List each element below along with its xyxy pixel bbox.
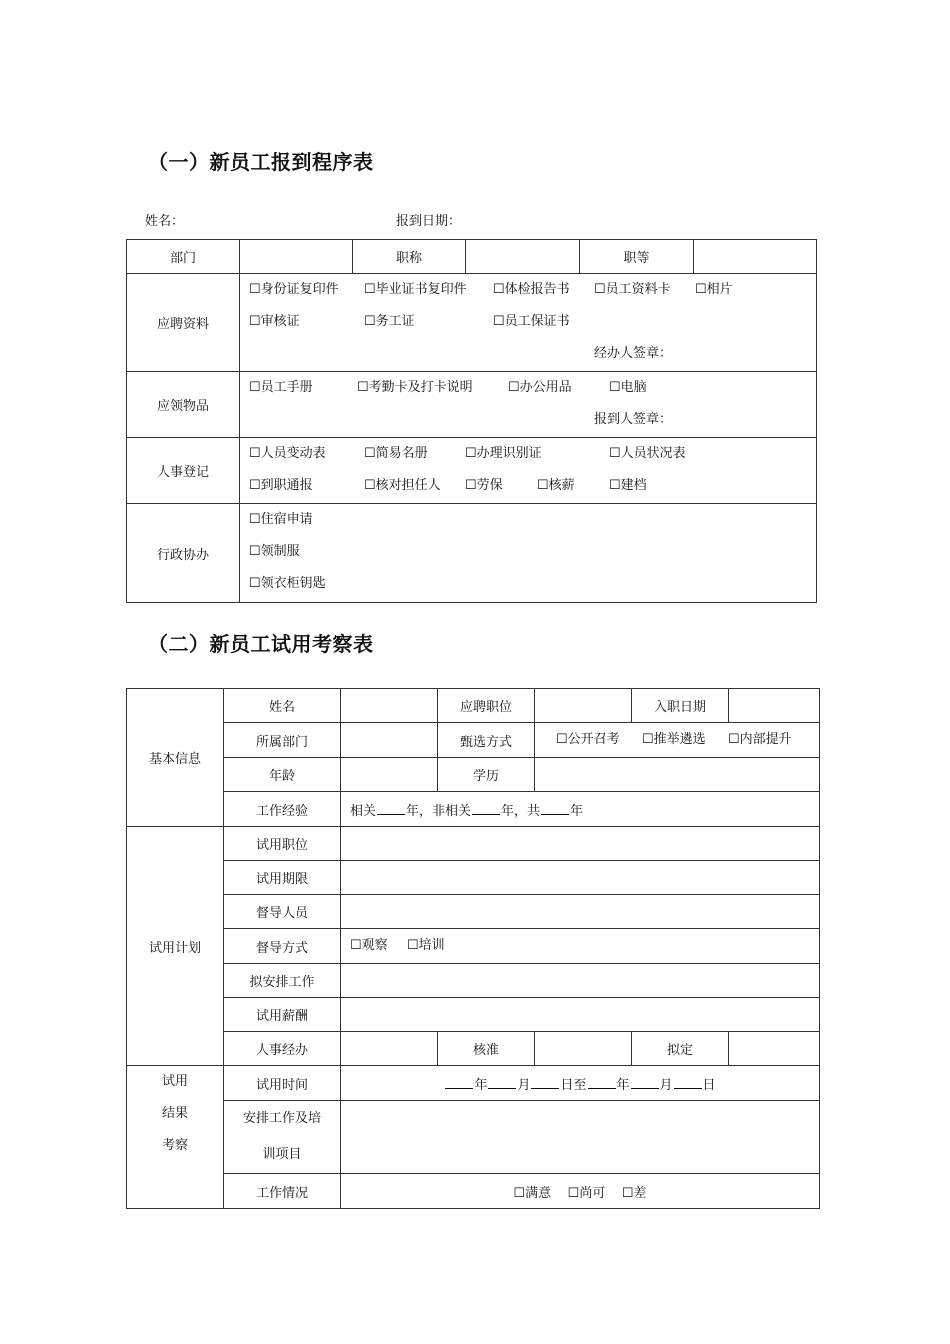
planned-work-header: 拟安排工作 [224,964,341,998]
position-header: 应聘职位 [438,689,535,723]
approve-header: 核准 [438,1032,535,1066]
trial-position-header: 试用职位 [224,827,341,861]
trial-period-value[interactable] [341,861,820,895]
plan-group-label: 试用计划 [127,827,224,1066]
checkbox-observe[interactable]: ☐观察 [350,938,388,953]
materials-line-2 [240,306,816,338]
name-value[interactable] [341,689,438,723]
materials-line-3 [240,338,816,370]
unit-day-to: 日至 [560,1077,587,1093]
result-group-label [127,1066,224,1209]
checkbox-filing[interactable]: ☐建档 [609,478,647,493]
admin-line-3 [240,568,816,600]
planned-work-value[interactable] [341,964,820,998]
checkbox-poor[interactable]: ☐差 [621,1185,647,1201]
supervise-method-options [341,929,820,964]
exp-year-label: 年 [570,803,584,819]
probation-table [126,688,820,1209]
start-month-blank[interactable] [488,1074,516,1089]
unit-month-2: 月 [659,1077,673,1093]
unit-day-2: 日 [702,1077,716,1093]
checkbox-status-form[interactable]: ☐人员状况表 [609,446,686,461]
trial-salary-header: 试用薪酬 [224,998,341,1032]
training-header-line-1: 安排工作及培 [242,1111,321,1126]
section1-title: （一）新员工报到程序表 [148,150,374,174]
age-value[interactable] [341,758,438,792]
draft-header: 拟定 [632,1032,729,1066]
checkbox-housing[interactable]: ☐住宿申请 [249,512,313,527]
report-date-label: 报到日期： [396,214,462,229]
dept-header: 部门 [127,240,240,274]
exp-nonrelated-blank[interactable] [472,800,500,815]
training-header [224,1101,341,1174]
start-year-blank[interactable] [445,1074,473,1089]
checkbox-id-badge[interactable]: ☐办理识别证 [465,446,542,461]
performance-options [341,1174,820,1209]
checkbox-work-permit[interactable]: ☐务工证 [364,314,415,329]
exp-nonrelated-label: 年，非相关 [406,803,472,819]
unit-month-1: 月 [517,1077,531,1093]
materials-cell [240,274,817,372]
handler-sign-label: 经办人签章： [594,346,673,361]
checkbox-training[interactable]: ☐培训 [407,938,445,953]
reporter-sign-label: 报到人签章： [594,412,673,427]
goods-cell [240,372,817,438]
join-date-header: 入职日期 [632,689,729,723]
trial-salary-value[interactable] [341,998,820,1032]
checkbox-arrival-notice[interactable]: ☐到职通报 [249,478,313,493]
checkbox-satisfied[interactable]: ☐满意 [513,1185,552,1201]
approve-value[interactable] [535,1032,632,1066]
checkbox-roster[interactable]: ☐简易名册 [364,446,428,461]
checkbox-verify-person[interactable]: ☐核对担任人 [364,478,441,493]
trial-position-value[interactable] [341,827,820,861]
education-header: 学历 [438,758,535,792]
title-header: 职称 [353,240,466,274]
checkbox-computer[interactable]: ☐电脑 [609,380,647,395]
checkbox-handbook[interactable]: ☐员工手册 [249,380,313,395]
admin-line-1 [240,504,816,536]
trial-period-header: 试用期限 [224,861,341,895]
basic-group-label: 基本信息 [127,689,224,827]
checkbox-labor-insurance[interactable]: ☐劳保 [465,478,503,493]
title-value[interactable] [466,240,580,274]
admin-label: 行政协办 [127,504,240,603]
checkbox-locker-key[interactable]: ☐领衣柜钥匙 [249,576,326,591]
grade-header: 职等 [580,240,694,274]
name-label: 姓名： [145,214,185,229]
result-group-line-2: 结果 [161,1106,188,1121]
materials-line-1 [240,274,816,306]
checkbox-id-copy[interactable]: ☐身份证复印件 [249,282,339,297]
checkbox-office-supplies[interactable]: ☐办公用品 [508,380,572,395]
hr-handler-value[interactable] [341,1032,438,1066]
result-group-line-1: 试用 [161,1074,188,1089]
select-method-header: 甄选方式 [438,723,535,758]
admin-line-2 [240,536,816,568]
grade-value[interactable] [694,240,817,274]
checkbox-uniform[interactable]: ☐领制服 [249,544,300,559]
checkbox-photo[interactable]: ☐相片 [695,282,733,297]
result-group-line-3: 考察 [161,1138,188,1153]
dept-header-2: 所属部门 [224,723,341,758]
goods-label: 应领物品 [127,372,240,438]
dept-value[interactable] [240,240,353,274]
exp-related-blank[interactable] [377,800,405,815]
name-header: 姓名 [224,689,341,723]
end-month-blank[interactable] [631,1074,659,1089]
draft-value[interactable] [729,1032,820,1066]
section2-title: （二）新员工试用考察表 [148,632,374,656]
unit-year-1: 年 [474,1077,488,1093]
training-header-line-2: 训项目 [262,1147,302,1162]
goods-line-2 [240,404,816,436]
exp-total-blank[interactable] [541,800,569,815]
hr-line-1 [240,438,816,470]
age-header: 年龄 [224,758,341,792]
materials-label: 应聘资料 [127,274,240,372]
trial-time-header: 试用时间 [224,1066,341,1101]
position-value[interactable] [535,689,632,723]
hr-handler-header: 人事经办 [224,1032,341,1066]
performance-header: 工作情况 [224,1174,341,1209]
experience-header: 工作经验 [224,792,341,827]
supervise-method-line [341,936,819,956]
checkbox-internal[interactable]: ☐内部提升 [728,732,792,747]
exp-related-label: 相关 [350,803,377,819]
trial-time-value [341,1066,820,1101]
hr-cell [240,438,817,504]
end-year-blank[interactable] [588,1074,616,1089]
checkbox-recommend[interactable]: ☐推举遴选 [642,732,706,747]
select-method-options [535,723,820,758]
join-date-value[interactable] [729,689,820,723]
training-value[interactable] [341,1101,820,1174]
unit-year-2: 年 [616,1077,630,1093]
checkbox-guarantee[interactable]: ☐员工保证书 [493,314,570,329]
checkbox-staff-card[interactable]: ☐员工资料卡 [594,282,671,297]
supervisor-value[interactable] [341,895,820,929]
goods-line-1 [240,372,816,404]
checkbox-change-form[interactable]: ☐人员变动表 [249,446,326,461]
checkbox-public-exam[interactable]: ☐公开召考 [556,732,620,747]
checkbox-attendance-card[interactable]: ☐考勤卡及打卡说明 [357,380,473,395]
dept-value-2[interactable] [341,723,438,758]
education-value[interactable] [535,758,820,792]
onboarding-table [126,239,817,603]
start-day-blank[interactable] [531,1074,559,1089]
experience-value [341,792,820,827]
checkbox-review-cert[interactable]: ☐审核证 [249,314,300,329]
end-day-blank[interactable] [674,1074,702,1089]
select-method-line [535,730,819,750]
supervise-method-header: 督导方式 [224,929,341,964]
checkbox-acceptable[interactable]: ☐尚可 [567,1185,606,1201]
hr-label: 人事登记 [127,438,240,504]
supervisor-header: 督导人员 [224,895,341,929]
hr-line-2 [240,470,816,502]
admin-cell [240,504,817,603]
checkbox-salary-check[interactable]: ☐核薪 [537,478,575,493]
checkbox-diploma-copy[interactable]: ☐毕业证书复印件 [364,282,467,297]
exp-total-label: 年，共 [501,803,541,819]
checkbox-health-report[interactable]: ☐体检报告书 [493,282,570,297]
